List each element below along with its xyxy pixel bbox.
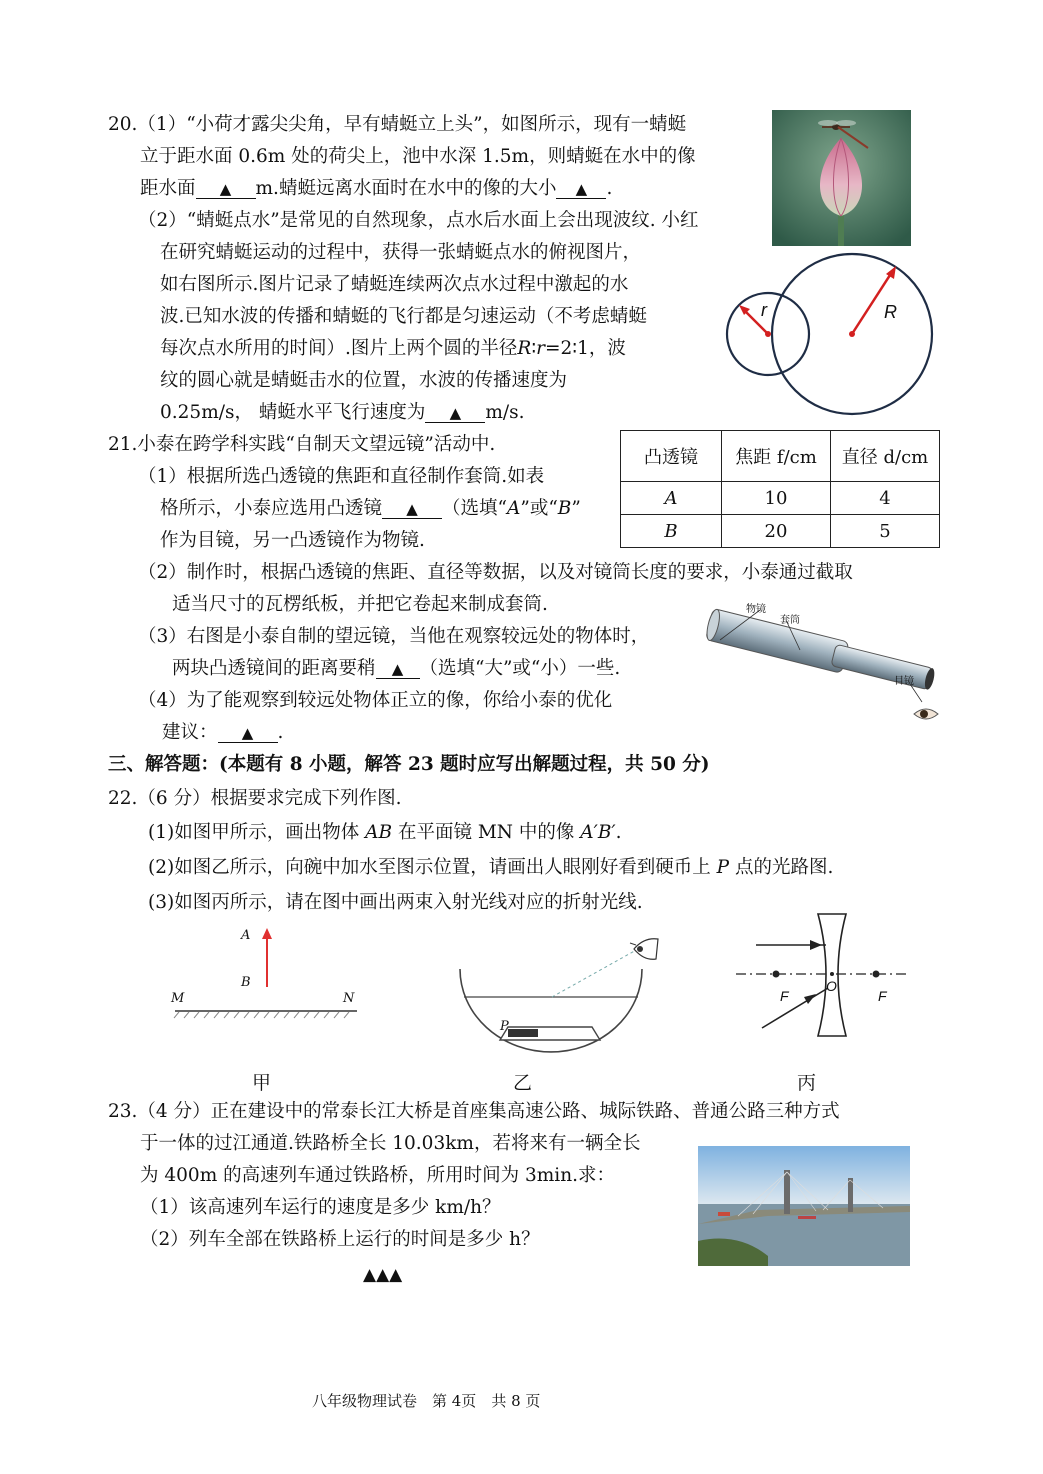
option-B: B xyxy=(557,498,572,519)
q21-line-3 xyxy=(160,497,581,521)
page-footer: 八年级物理试卷 第 4页 共 8 页 xyxy=(312,1392,541,1410)
q23-line-4: （1）该高速列车运行的速度是多少 km/h？ xyxy=(140,1197,501,1218)
q22-text: (1)如图甲所示，画出物体 xyxy=(148,822,360,843)
eyepiece-label: 目镜 xyxy=(894,676,914,687)
q20-text: 每次点水所用的时间）.图片上两个圆的半径 xyxy=(160,338,518,359)
table-header-cell: 凸透镜 xyxy=(621,431,722,482)
q20-text: m/s. xyxy=(485,402,525,423)
table-header-cell: 直径 d/cm xyxy=(831,431,940,482)
focal-point-right-label: F xyxy=(878,988,887,1004)
objective-lens-label: 物镜 xyxy=(746,604,766,615)
q21-line-5: （2）制作时，根据凸透镜的焦距、直径等数据，以及对镜筒长度的要求，小泰通过截取 xyxy=(138,562,853,583)
q21-text: ”或“ xyxy=(520,498,558,519)
figure-bing-caption: 丙 xyxy=(797,1072,817,1094)
q22-text: (2)如图乙所示，向碗中加水至图示位置，请画出人眼刚好看到硬币上 xyxy=(148,857,711,878)
q21-line-1: 21.小泰在跨学科实践“自制天文望远镜”活动中. xyxy=(108,434,496,455)
q21-line-6: 适当尺寸的瓦楞纸板，并把它卷起来制成套筒. xyxy=(172,594,548,615)
radius-r-label: r xyxy=(761,300,767,320)
q20-line-3 xyxy=(140,177,612,201)
label-P: P xyxy=(500,1019,509,1034)
q20-text: 距水面 xyxy=(140,178,196,199)
label-B: B xyxy=(241,975,251,990)
q23-answer-marks: ▲▲▲ xyxy=(363,1265,403,1285)
table-row xyxy=(621,515,940,548)
figure-yi-bowl xyxy=(452,925,682,1055)
lens-table xyxy=(620,430,940,548)
table-header-cell: 焦距 f/cm xyxy=(722,431,831,482)
q20-line-2: 立于距水面 0.6m 处的荷尖上，池中水深 1.5m，则蜻蜓在水中的像 xyxy=(140,146,696,167)
image-AB: A′B′ xyxy=(580,822,616,843)
q23-line-5: （2）列车全部在铁路桥上运行的时间是多少 h？ xyxy=(140,1229,540,1250)
q21-line-10 xyxy=(162,721,283,745)
bridge-photo xyxy=(698,1146,910,1266)
q21-text: （选填“大”或“小）一些. xyxy=(419,658,621,679)
q20-text: m.蜻蜓远离水面时在水中的像的大小 xyxy=(255,178,557,199)
q21-line-2: （1）根据所选凸透镜的焦距和直径制作套筒.如表 xyxy=(138,466,545,487)
radius-r-symbol: r xyxy=(536,338,545,359)
q20-line-9: 纹的圆心就是蜻蜓击水的位置，水波的传播速度为 xyxy=(160,370,568,391)
figure-jia-plane-mirror xyxy=(165,925,365,1020)
ratio-sign: ∶ xyxy=(531,338,537,359)
q21-text: （选填“ xyxy=(442,498,507,519)
tube-label: 套筒 xyxy=(780,615,800,626)
q22-text: 在平面镜 MN 中的像 xyxy=(397,822,575,843)
q22-line-2 xyxy=(148,821,622,845)
q20-line-4: （2）“蜻蜓点水”是常见的自然现象，点水后水面上会出现波纹. 小红 xyxy=(138,210,699,231)
answer-blank[interactable]: ▲ xyxy=(556,180,606,199)
q22-line-4: (3)如图丙所示，请在图中画出两束入射光线对应的折射光线. xyxy=(148,892,643,913)
ripple-circles-diagram xyxy=(722,252,934,442)
answer-blank[interactable]: ▲ xyxy=(218,724,278,743)
figure-yi-caption: 乙 xyxy=(513,1072,533,1094)
answer-blank[interactable]: ▲ xyxy=(196,180,256,199)
q20-line-10 xyxy=(160,401,525,425)
q23-line-3: 为 400m 的高速列车通过铁路桥，所用时间为 3min.求： xyxy=(140,1165,616,1186)
object-AB: AB xyxy=(365,822,393,843)
radius-R-label: R xyxy=(884,302,897,322)
table-cell: A xyxy=(621,482,722,515)
label-M: M xyxy=(171,991,185,1006)
answer-blank[interactable]: ▲ xyxy=(376,660,420,679)
table-header-row xyxy=(621,431,940,482)
table-cell: 20 xyxy=(722,515,831,548)
q22-line-1: 22.（6 分）根据要求完成下列作图. xyxy=(108,788,402,809)
option-A: A xyxy=(506,498,521,519)
q20-text: 0.25m/s， 蜻蜓水平飞行速度为 xyxy=(160,402,426,423)
q21-text: ” xyxy=(571,498,581,519)
table-cell: B xyxy=(621,515,722,548)
q20-text: =2∶1，波 xyxy=(545,338,626,359)
q21-line-8 xyxy=(172,657,620,681)
telescope-picture xyxy=(700,598,940,732)
label-A: A xyxy=(241,928,251,943)
q20-line-5: 在研究蜻蜓运动的过程中，获得一张蜻蜓点水的俯视图片， xyxy=(160,242,642,263)
answer-blank[interactable]: ▲ xyxy=(425,404,485,423)
q21-text: 格所示，小泰应选用凸透镜 xyxy=(160,498,383,519)
figure-bing-concave-lens xyxy=(732,910,912,1040)
q23-line-2: 于一体的过江通道.铁路桥全长 10.03km，若将来有一辆全长 xyxy=(140,1133,641,1154)
radius-R-symbol: R xyxy=(517,338,532,359)
q21-line-4: 作为目镜，另一凸透镜作为物镜. xyxy=(160,530,425,551)
q20-line-6: 如右图所示.图片记录了蜻蜓连续两次点水过程中激起的水 xyxy=(160,274,629,295)
figure-jia-caption: 甲 xyxy=(252,1072,272,1094)
lotus-dragonfly-photo xyxy=(772,110,911,246)
label-N: N xyxy=(343,991,355,1006)
q20-line-7: 波.已知水波的传播和蜻蜓的飞行都是匀速运动（不考虑蜻蜓 xyxy=(160,306,647,327)
table-row xyxy=(621,482,940,515)
q23-line-1: 23.（4 分）正在建设中的常泰长江大桥是首座集高速公路、城际铁路、普通公路三种方式 xyxy=(108,1101,840,1122)
q20-line-1: 20.（1）“小荷才露尖尖角，早有蜻蜓立上头”，如图所示，现有一蜻蜓 xyxy=(108,114,687,135)
focal-point-left-label: F xyxy=(780,988,789,1004)
q21-text: 建议： xyxy=(162,722,218,743)
q20-line-8 xyxy=(160,337,626,361)
table-cell: 4 xyxy=(831,482,940,515)
section-3-heading: 三、解答题：(本题有 8 小题，解答 23 题时应写出解题过程，共 50 分) xyxy=(108,754,710,775)
q21-text: . xyxy=(277,722,284,743)
q22-line-3 xyxy=(148,856,833,880)
table-cell: 10 xyxy=(722,482,831,515)
q20-text: . xyxy=(606,178,613,199)
q22-text: . xyxy=(615,822,622,843)
q21-text: 两块凸透镜间的距离要稍 xyxy=(172,658,376,679)
q22-text: 点的光路图. xyxy=(734,857,834,878)
table-cell: 5 xyxy=(831,515,940,548)
answer-blank[interactable]: ▲ xyxy=(382,500,442,519)
point-P: P xyxy=(716,857,730,878)
q21-line-9: （4）为了能观察到较远处物体正立的像，你给小泰的优化 xyxy=(138,690,613,711)
q21-line-7: （3）右图是小泰自制的望远镜，当他在观察较远处的物体时， xyxy=(138,626,650,647)
optical-center-label: O xyxy=(826,978,837,994)
